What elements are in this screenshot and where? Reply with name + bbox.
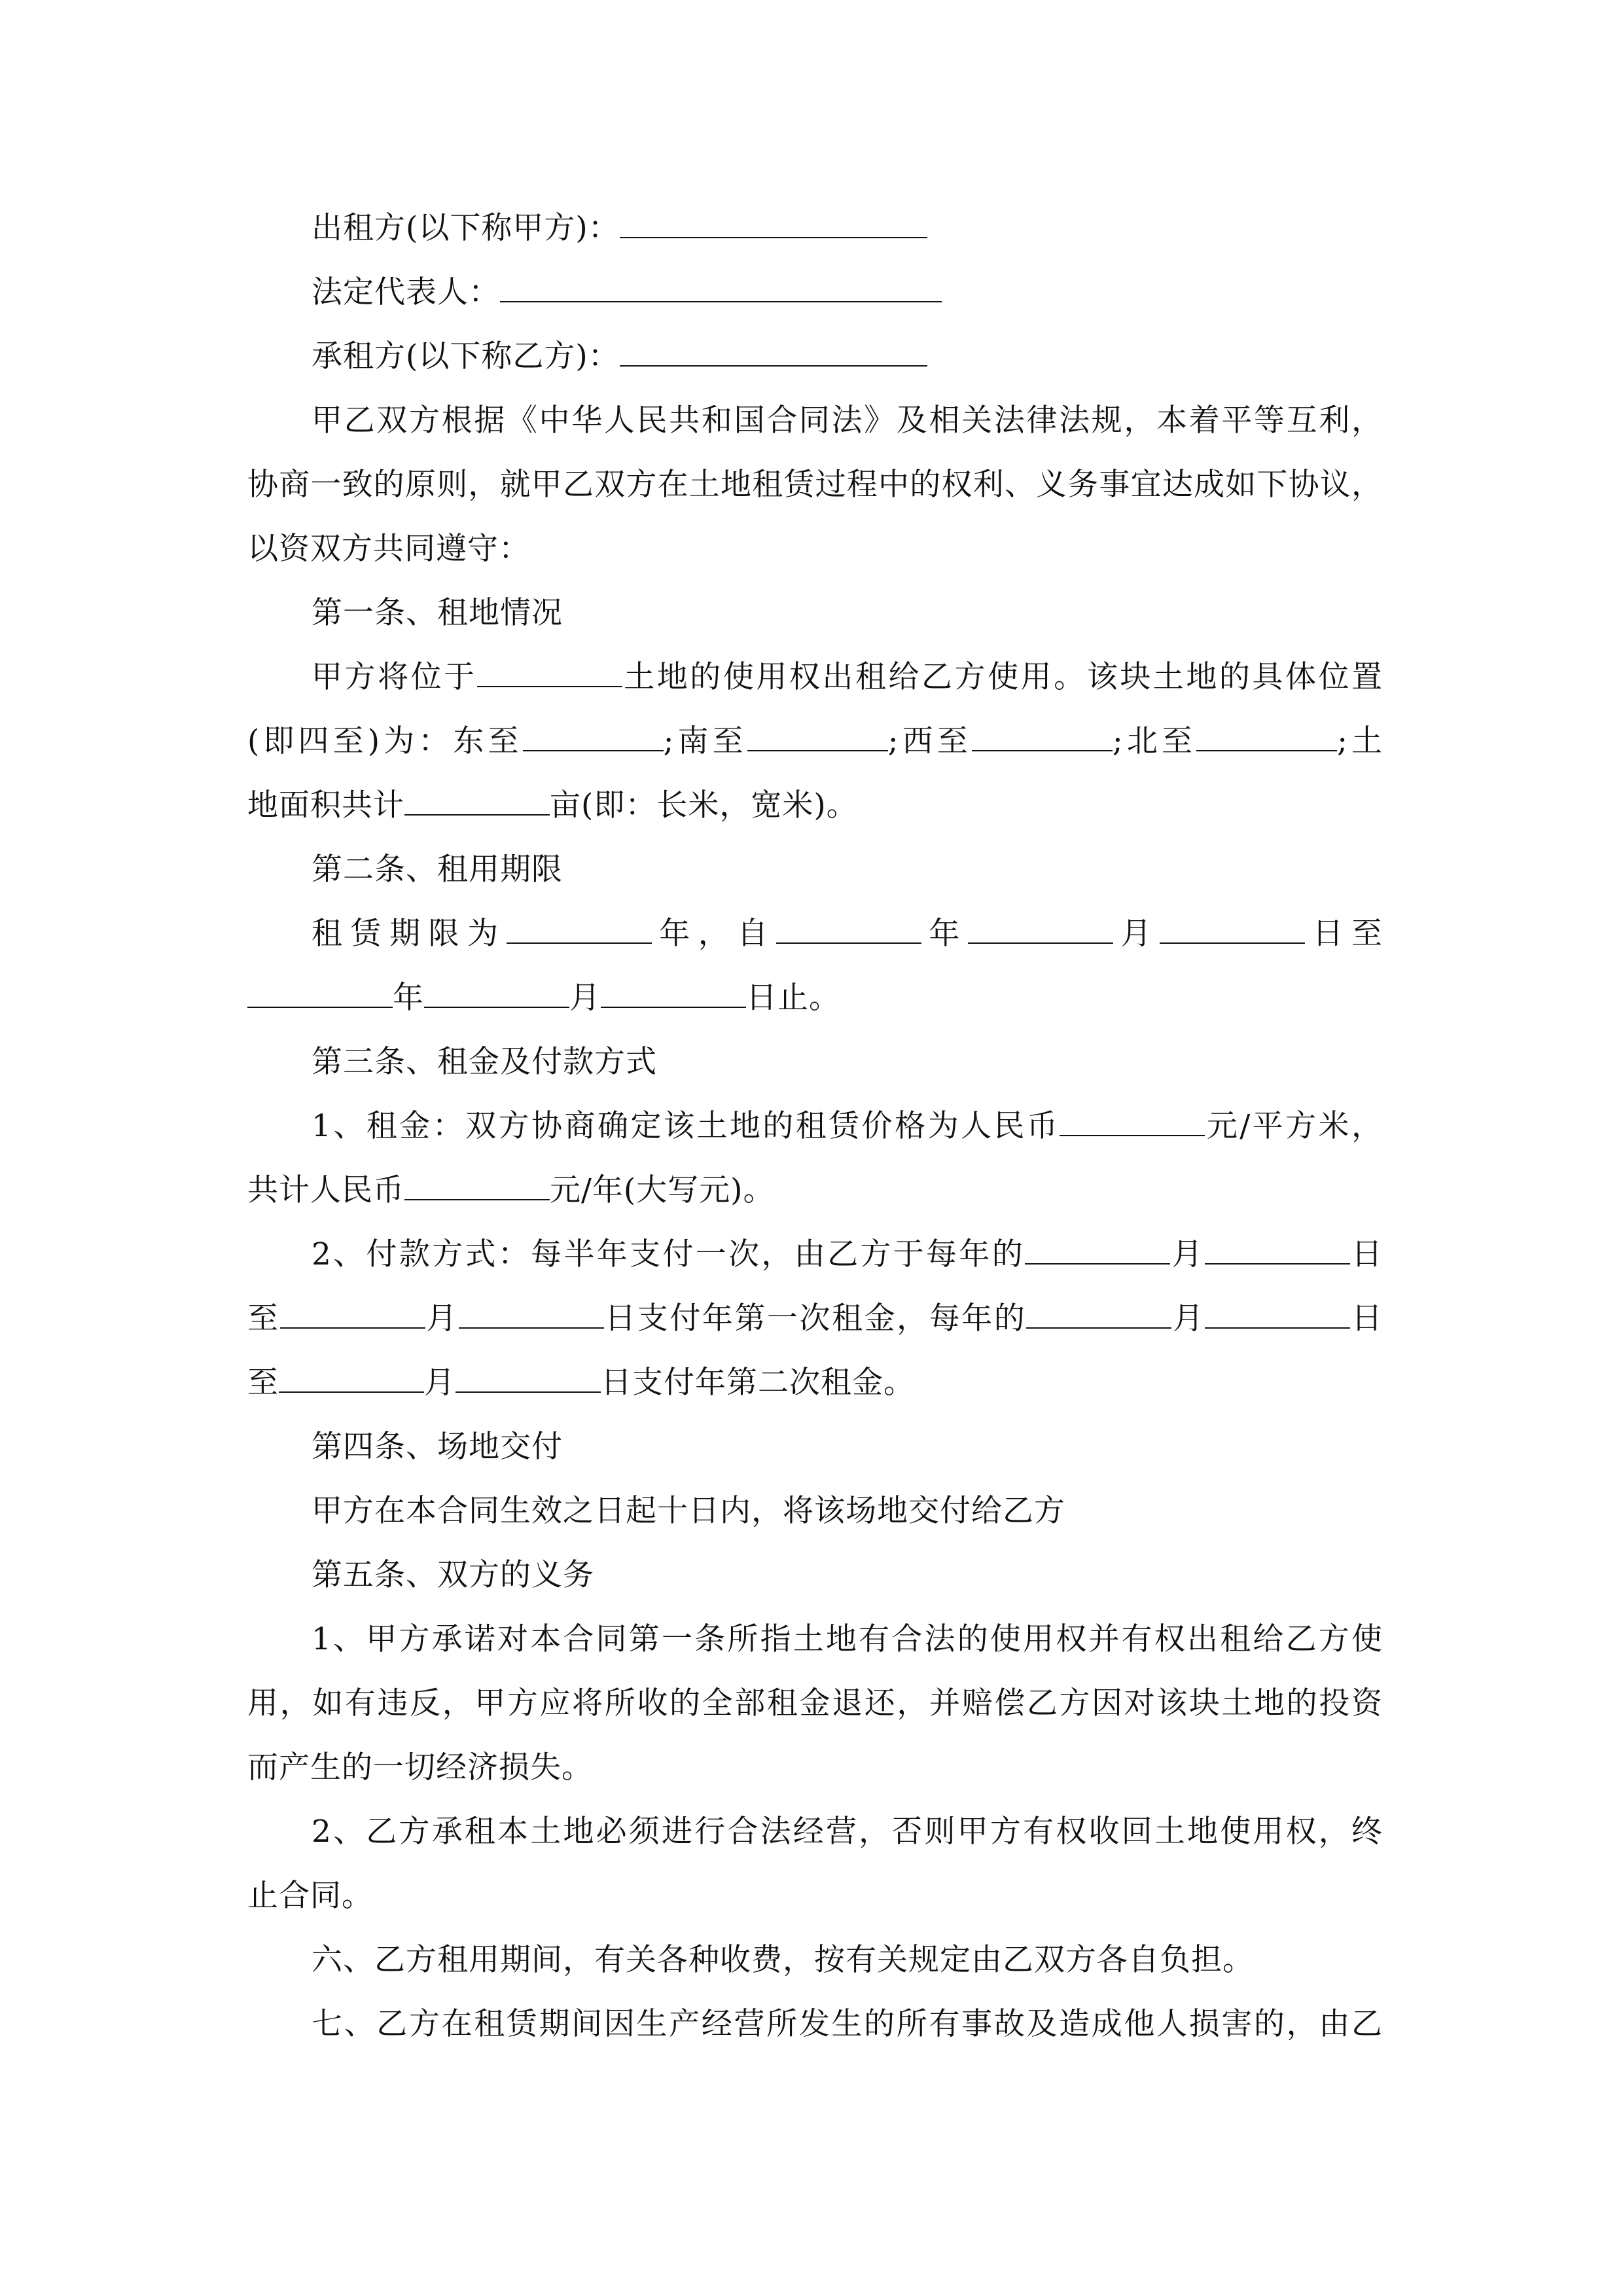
article-3-text: 2、付款方式：每半年支付一次，由乙方于每年的 [312, 1236, 1026, 1272]
article-5-title: 第五条、双方的义务 [312, 1557, 594, 1593]
start-year-blank[interactable] [776, 918, 921, 944]
article-3-rent-line-1 [247, 1094, 1383, 1158]
article-1-text: ;土 [1337, 723, 1383, 759]
article-3-text: 日支付年第二次租金。 [601, 1365, 915, 1401]
intro-line-3: 以资双方共同遵守： [247, 531, 530, 567]
article-3-text: 1、租金：双方协商确定该土地的租赁价格为人民币 [312, 1108, 1060, 1144]
article-5-item-1-line-3: 而产生的一切经济损失。 [247, 1749, 593, 1785]
lessee-blank[interactable] [620, 340, 927, 367]
article-1-title: 第一条、租地情况 [312, 595, 563, 631]
article-3-text: 元/平方米， [1205, 1108, 1383, 1144]
article-3-text: 月 [424, 1365, 455, 1401]
start-day-blank[interactable] [1160, 918, 1305, 944]
article-3-text: 日支付年第一次租金，每年的 [603, 1300, 1027, 1336]
article-1-text: 土地的使用权出租给乙方使用。该块土地的具体位置 [622, 659, 1383, 695]
article-2-text: 日至 [1304, 916, 1383, 952]
article-2-text: 日止。 [746, 980, 840, 1016]
article-3-text: 月 [1170, 1236, 1205, 1272]
article-3-text: 共计人民币 [247, 1172, 404, 1208]
article-2-text: 月 [1113, 916, 1160, 952]
article-3-payment-line-2 [247, 1287, 1383, 1351]
article-3-rent-line-2 [247, 1158, 1383, 1223]
east-boundary-blank[interactable] [523, 725, 664, 751]
term-years-blank[interactable] [507, 918, 652, 944]
end-month-blank[interactable] [424, 982, 569, 1008]
article-2-text: 年，自 [651, 916, 776, 952]
lessee-label: 承租方(以下称乙方)： [312, 338, 620, 374]
lessee-line [247, 325, 1383, 389]
intro-line-1: 甲乙双方根据《中华人民共和国合同法》及相关法律法规，本着平等互利， [312, 403, 1383, 439]
representative-line [247, 260, 1383, 325]
article-1-line-3 [247, 774, 1383, 838]
rent-price-blank[interactable] [1060, 1110, 1205, 1136]
article-2-text: 月 [569, 980, 601, 1016]
intro-line-2: 协商一致的原则，就甲乙双方在土地租赁过程中的权利、义务事宜达成如下协议， [247, 467, 1383, 503]
article-1-text: 地面积共计 [247, 787, 404, 823]
representative-label: 法定代表人： [312, 274, 500, 310]
north-boundary-blank[interactable] [1196, 725, 1337, 751]
article-3-text: 至 [247, 1365, 279, 1401]
article-3-payment-line-1 [247, 1223, 1383, 1287]
article-4-text: 甲方在本合同生效之日起十日内，将该场地交付给乙方 [312, 1493, 1065, 1529]
article-2-title: 第二条、租用期限 [312, 852, 563, 888]
article-3-text: 月 [425, 1300, 459, 1336]
article-5-item-2-line-1: 2、乙方承租本土地必须进行合法经营，否则甲方有权收回土地使用权，终 [312, 1814, 1383, 1850]
article-6-text: 六、乙方租用期间，有关各种收费，按有关规定由乙双方各自负担。 [312, 1942, 1254, 1978]
pay2-end-day-blank[interactable] [455, 1367, 601, 1393]
article-3-payment-line-3 [247, 1351, 1383, 1415]
pay2-start-day-blank[interactable] [1205, 1302, 1350, 1329]
article-1-text: ;南至 [663, 723, 747, 759]
article-3-text: 至 [247, 1300, 280, 1336]
start-month-blank[interactable] [968, 918, 1113, 944]
end-year-blank[interactable] [247, 982, 393, 1008]
pay2-end-month-blank[interactable] [279, 1367, 424, 1393]
pay2-start-month-blank[interactable] [1026, 1302, 1171, 1329]
pay1-start-day-blank[interactable] [1205, 1238, 1350, 1265]
lessor-label: 出租方(以下称甲方)： [312, 210, 620, 246]
pay1-start-month-blank[interactable] [1025, 1238, 1170, 1265]
article-1-line-1 [247, 645, 1383, 709]
article-2-text: 租赁期限为 [312, 916, 507, 952]
article-5-item-1-line-1: 1、甲方承诺对本合同第一条所指土地有合法的使用权并有权出租给乙方使 [312, 1621, 1383, 1657]
lessor-line [247, 196, 1383, 260]
article-3-text: 元/年(大写元)。 [550, 1172, 775, 1208]
article-3-text: 日 [1350, 1300, 1383, 1336]
area-blank[interactable] [404, 789, 550, 816]
article-1-text: 亩(即：长米，宽米)。 [550, 787, 858, 823]
pay1-end-month-blank[interactable] [280, 1302, 425, 1329]
end-day-blank[interactable] [601, 982, 746, 1008]
article-2-line-1 [247, 902, 1383, 966]
west-boundary-blank[interactable] [972, 725, 1113, 751]
location-blank[interactable] [477, 661, 622, 687]
article-4-title: 第四条、场地交付 [312, 1429, 563, 1465]
lessor-blank[interactable] [620, 212, 927, 238]
article-3-text: 月 [1171, 1300, 1205, 1336]
rent-total-blank[interactable] [404, 1174, 550, 1200]
pay1-end-day-blank[interactable] [459, 1302, 604, 1329]
article-1-text: 甲方将位于 [312, 659, 477, 695]
article-3-title: 第三条、租金及付款方式 [312, 1044, 657, 1080]
article-1-text: ;西至 [887, 723, 972, 759]
article-2-text: 年 [393, 980, 424, 1016]
contract-body [247, 196, 1383, 2056]
representative-blank[interactable] [500, 276, 942, 302]
article-1-text: (即四至)为：东至 [247, 723, 523, 759]
south-boundary-blank[interactable] [747, 725, 888, 751]
article-5-item-2-line-2: 止合同。 [247, 1878, 373, 1914]
article-1-text: ;北至 [1112, 723, 1197, 759]
article-5-item-1-line-2: 用，如有违反，甲方应将所收的全部租金退还，并赔偿乙方因对该块土地的投资 [247, 1685, 1383, 1721]
article-1-line-2 [247, 709, 1383, 774]
article-3-text: 日 [1349, 1236, 1383, 1272]
article-2-text: 年 [921, 916, 968, 952]
article-2-line-2 [247, 966, 1383, 1030]
article-7-text: 七、乙方在租赁期间因生产经营所发生的所有事故及造成他人损害的，由乙 [312, 2006, 1383, 2042]
